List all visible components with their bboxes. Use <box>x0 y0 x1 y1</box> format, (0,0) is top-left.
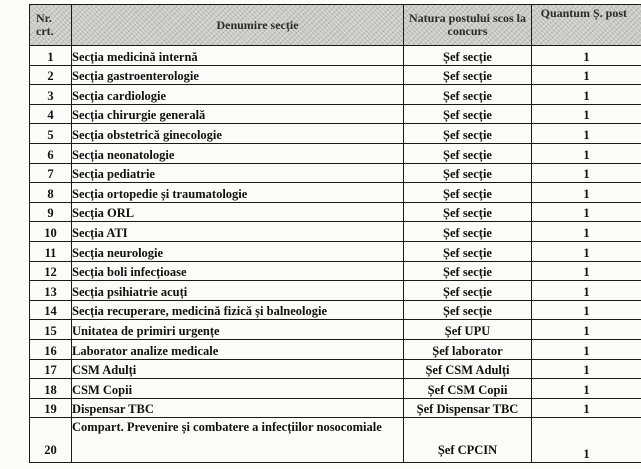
row-position-type: Șef secție <box>404 300 532 320</box>
row-number: 17 <box>30 359 72 379</box>
row-quantity: 1 <box>532 163 641 183</box>
table-row <box>30 85 641 105</box>
row-position-type: Șef secție <box>404 202 532 222</box>
row-position-type: Șef CSM Adulți <box>404 359 532 379</box>
row-section-name: Secția boli infecțioase <box>72 261 404 281</box>
row-quantity: 1 <box>532 46 641 66</box>
row-section-name: Secția ortopedie și traumatologie <box>72 183 404 203</box>
table-row <box>30 418 641 463</box>
row-number: 14 <box>30 300 72 320</box>
row-number: 19 <box>30 398 72 418</box>
row-section-name: Secția pediatrie <box>72 163 404 183</box>
row-number: 20 <box>30 418 72 463</box>
row-position-type: Șef secție <box>404 65 532 85</box>
table-row <box>30 241 641 261</box>
row-quantity: 1 <box>532 418 641 463</box>
row-section-name: Secția gastroenterologie <box>72 65 404 85</box>
row-quantity: 1 <box>532 143 641 163</box>
row-section-name: Secția psihiatrie acuți <box>72 281 404 301</box>
row-quantity: 1 <box>532 379 641 399</box>
row-quantity: 1 <box>532 320 641 340</box>
row-quantity: 1 <box>532 241 641 261</box>
table-row <box>30 46 641 66</box>
header-number: Nr. crt. <box>30 5 72 46</box>
row-quantity: 1 <box>532 183 641 203</box>
row-position-type: Șef Dispensar TBC <box>404 398 532 418</box>
row-number: 15 <box>30 320 72 340</box>
table-header <box>30 5 641 46</box>
header-section-name: Denumire secție <box>72 5 404 46</box>
table-row <box>30 163 641 183</box>
row-section-name: Secția neonatologie <box>72 143 404 163</box>
row-number: 7 <box>30 163 72 183</box>
row-section-name: CSM Copii <box>72 379 404 399</box>
row-number: 1 <box>30 46 72 66</box>
row-quantity: 1 <box>532 281 641 301</box>
row-position-type: Șef secție <box>404 183 532 203</box>
row-section-name: CSM Adulți <box>72 359 404 379</box>
row-position-type: Șef laborator <box>404 339 532 359</box>
row-section-name: Unitatea de primiri urgențe <box>72 320 404 340</box>
header-position-type: Natura postului scos la concurs <box>404 5 532 46</box>
row-position-type: Șef CSM Copii <box>404 379 532 399</box>
row-position-type: Șef secție <box>404 281 532 301</box>
row-position-type: Șef secție <box>404 261 532 281</box>
table-row <box>30 398 641 418</box>
row-position-type: Șef secție <box>404 46 532 66</box>
row-section-name: Secția recuperare, medicină fizică și balneologie <box>72 300 404 320</box>
row-number: 10 <box>30 222 72 242</box>
table-row <box>30 183 641 203</box>
row-number: 8 <box>30 183 72 203</box>
row-section-name: Laborator analize medicale <box>72 339 404 359</box>
table-row <box>30 359 641 379</box>
row-position-type: Șef secție <box>404 222 532 242</box>
table-row <box>30 379 641 399</box>
row-position-type: Șef secție <box>404 104 532 124</box>
row-number: 18 <box>30 379 72 399</box>
row-number: 3 <box>30 85 72 105</box>
row-number: 13 <box>30 281 72 301</box>
row-quantity: 1 <box>532 65 641 85</box>
table-row <box>30 143 641 163</box>
row-quantity: 1 <box>532 222 641 242</box>
row-position-type: Șef secție <box>404 241 532 261</box>
row-position-type: Șef secție <box>404 143 532 163</box>
row-position-type: Șef secție <box>404 124 532 144</box>
row-quantity: 1 <box>532 104 641 124</box>
row-number: 12 <box>30 261 72 281</box>
row-section-name: Dispensar TBC <box>72 398 404 418</box>
table-row <box>30 320 641 340</box>
table-row <box>30 339 641 359</box>
header-quantity: Quantum Ș. post <box>532 5 641 46</box>
table-row <box>30 261 641 281</box>
row-section-name: Secția cardiologie <box>72 85 404 105</box>
row-quantity: 1 <box>532 300 641 320</box>
row-number: 2 <box>30 65 72 85</box>
table-row <box>30 124 641 144</box>
row-position-type: Șef secție <box>404 163 532 183</box>
row-section-name: Compart. Prevenire și combatere a infecțiilor nosocomiale <box>72 418 404 463</box>
row-section-name: Secția chirurgie generală <box>72 104 404 124</box>
row-section-name: Secția ORL <box>72 202 404 222</box>
row-position-type: Șef UPU <box>404 320 532 340</box>
row-position-type: Șef secție <box>404 85 532 105</box>
row-quantity: 1 <box>532 85 641 105</box>
row-number: 5 <box>30 124 72 144</box>
table-row <box>30 65 641 85</box>
row-quantity: 1 <box>532 261 641 281</box>
table-row <box>30 222 641 242</box>
row-number: 16 <box>30 339 72 359</box>
table-row <box>30 300 641 320</box>
table-row <box>30 104 641 124</box>
row-number: 9 <box>30 202 72 222</box>
table-body <box>30 46 641 463</box>
row-quantity: 1 <box>532 124 641 144</box>
row-number: 11 <box>30 241 72 261</box>
row-number: 4 <box>30 104 72 124</box>
row-quantity: 1 <box>532 398 641 418</box>
row-section-name: Secția ATI <box>72 222 404 242</box>
row-position-type: Șef CPCIN <box>404 418 532 463</box>
row-number: 6 <box>30 143 72 163</box>
row-quantity: 1 <box>532 339 641 359</box>
header-row <box>30 5 641 46</box>
table-row <box>30 202 641 222</box>
row-section-name: Secția medicină internă <box>72 46 404 66</box>
row-section-name: Secția obstetrică ginecologie <box>72 124 404 144</box>
positions-table <box>29 4 641 463</box>
row-quantity: 1 <box>532 202 641 222</box>
row-quantity: 1 <box>532 359 641 379</box>
row-section-name: Secția neurologie <box>72 241 404 261</box>
table-row <box>30 281 641 301</box>
